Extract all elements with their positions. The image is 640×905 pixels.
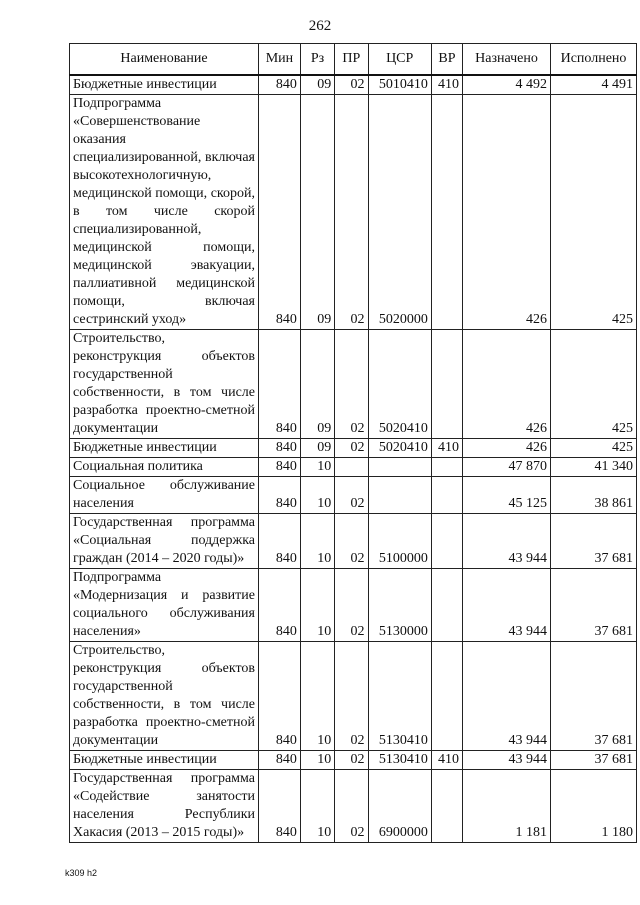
row-csr: 6900000: [368, 770, 431, 843]
row-csr: 5020410: [368, 330, 431, 439]
row-name: Социальная политика: [70, 458, 259, 477]
row-name: Государственная программа «Содействие занятости населения Республики Хакасия (2013 – 2015 годы)»: [70, 770, 259, 843]
row-csr: 5130000: [368, 569, 431, 642]
row-min: 840: [259, 439, 301, 458]
row-min: 840: [259, 751, 301, 770]
row-rz: 10: [300, 458, 334, 477]
row-pr: 02: [335, 770, 368, 843]
row-executed: 37 681: [551, 751, 637, 770]
row-csr: 5020410: [368, 439, 431, 458]
row-min: 840: [259, 514, 301, 569]
row-executed: 1 180: [551, 770, 637, 843]
header-pr: ПР: [335, 44, 368, 76]
row-name: Социальное обслуживание населения: [70, 477, 259, 514]
row-csr: 5130410: [368, 751, 431, 770]
row-assigned: 45 125: [463, 477, 551, 514]
table-row: [70, 514, 637, 569]
row-min: 840: [259, 330, 301, 439]
row-pr: 02: [335, 75, 368, 95]
row-vr: [431, 569, 462, 642]
header-rz: Рз: [300, 44, 334, 76]
table-row: [70, 477, 637, 514]
row-name: Бюджетные инвестиции: [70, 75, 259, 95]
row-vr: [431, 477, 462, 514]
row-vr: [431, 330, 462, 439]
row-min: 840: [259, 569, 301, 642]
table-row: [70, 439, 637, 458]
row-name: Строительство, реконструкция объектов государственной собственности, в том числе разработка проектно-сметной документации: [70, 330, 259, 439]
row-name: Бюджетные инвестиции: [70, 751, 259, 770]
row-executed: 425: [551, 330, 637, 439]
header-vr: ВР: [431, 44, 462, 76]
row-executed: 425: [551, 439, 637, 458]
row-csr: 5130410: [368, 642, 431, 751]
table-row: [70, 330, 637, 439]
row-executed: 37 681: [551, 569, 637, 642]
table-header-row: [70, 44, 637, 76]
row-name: Подпрограмма «Совершенствование оказания специализированной, включая высокотехнологичную, медицинской помощи, скорой, в том числе скорой специализированной, медицинской помощи, медицинской эвакуации, паллиативной медицинской помощи, включая сестринский уход»: [70, 95, 259, 330]
row-assigned: 426: [463, 439, 551, 458]
row-vr: [431, 770, 462, 843]
row-rz: 10: [300, 642, 334, 751]
row-pr: 02: [335, 95, 368, 330]
row-assigned: 43 944: [463, 642, 551, 751]
row-min: 840: [259, 770, 301, 843]
row-vr: [431, 95, 462, 330]
row-pr: 02: [335, 439, 368, 458]
row-min: 840: [259, 642, 301, 751]
row-rz: 09: [300, 330, 334, 439]
row-vr: [431, 514, 462, 569]
row-assigned: 43 944: [463, 514, 551, 569]
header-executed: Исполнено: [551, 44, 637, 76]
row-pr: 02: [335, 514, 368, 569]
row-pr: 02: [335, 642, 368, 751]
row-executed: 38 861: [551, 477, 637, 514]
row-rz: 10: [300, 514, 334, 569]
row-min: 840: [259, 458, 301, 477]
row-rz: 10: [300, 770, 334, 843]
table-row: [70, 642, 637, 751]
row-csr: 5100000: [368, 514, 431, 569]
row-min: 840: [259, 75, 301, 95]
table-row: [70, 458, 637, 477]
row-assigned: 426: [463, 95, 551, 330]
header-csr: ЦСР: [368, 44, 431, 76]
row-pr: 02: [335, 477, 368, 514]
page-number: 262: [308, 18, 332, 34]
row-assigned: 43 944: [463, 751, 551, 770]
row-vr: [431, 642, 462, 751]
row-pr: 02: [335, 751, 368, 770]
table-row: [70, 770, 637, 843]
row-assigned: 47 870: [463, 458, 551, 477]
row-rz: 09: [300, 439, 334, 458]
table-row: [70, 75, 637, 95]
footer-code: k309 h2: [65, 868, 98, 878]
row-min: 840: [259, 477, 301, 514]
row-name: Государственная программа «Социальная поддержка граждан (2014 – 2020 годы)»: [70, 514, 259, 569]
row-assigned: 43 944: [463, 569, 551, 642]
header-min: Мин: [259, 44, 301, 76]
row-executed: 37 681: [551, 514, 637, 569]
row-assigned: 4 492: [463, 75, 551, 95]
row-rz: 10: [300, 569, 334, 642]
row-vr: 410: [431, 75, 462, 95]
row-name: Подпрограмма «Модернизация и развитие социального обслуживания населения»: [70, 569, 259, 642]
row-executed: 4 491: [551, 75, 637, 95]
row-min: 840: [259, 95, 301, 330]
row-vr: [431, 458, 462, 477]
row-rz: 09: [300, 95, 334, 330]
row-csr: 5020000: [368, 95, 431, 330]
row-vr: 410: [431, 439, 462, 458]
row-assigned: 426: [463, 330, 551, 439]
row-rz: 10: [300, 477, 334, 514]
row-vr: 410: [431, 751, 462, 770]
row-executed: 425: [551, 95, 637, 330]
row-assigned: 1 181: [463, 770, 551, 843]
row-rz: 09: [300, 75, 334, 95]
header-name: Наименование: [70, 44, 259, 76]
table-row: [70, 751, 637, 770]
table-row: [70, 569, 637, 642]
row-csr: [368, 458, 431, 477]
row-executed: 41 340: [551, 458, 637, 477]
row-pr: 02: [335, 569, 368, 642]
row-pr: 02: [335, 330, 368, 439]
table-row: [70, 95, 637, 330]
header-assigned: Назначено: [463, 44, 551, 76]
row-pr: [335, 458, 368, 477]
row-name: Бюджетные инвестиции: [70, 439, 259, 458]
budget-table: [69, 43, 637, 843]
row-csr: [368, 477, 431, 514]
row-name: Строительство, реконструкция объектов государственной собственности, в том числе разработка проектно-сметной документации: [70, 642, 259, 751]
row-rz: 10: [300, 751, 334, 770]
row-csr: 5010410: [368, 75, 431, 95]
row-executed: 37 681: [551, 642, 637, 751]
